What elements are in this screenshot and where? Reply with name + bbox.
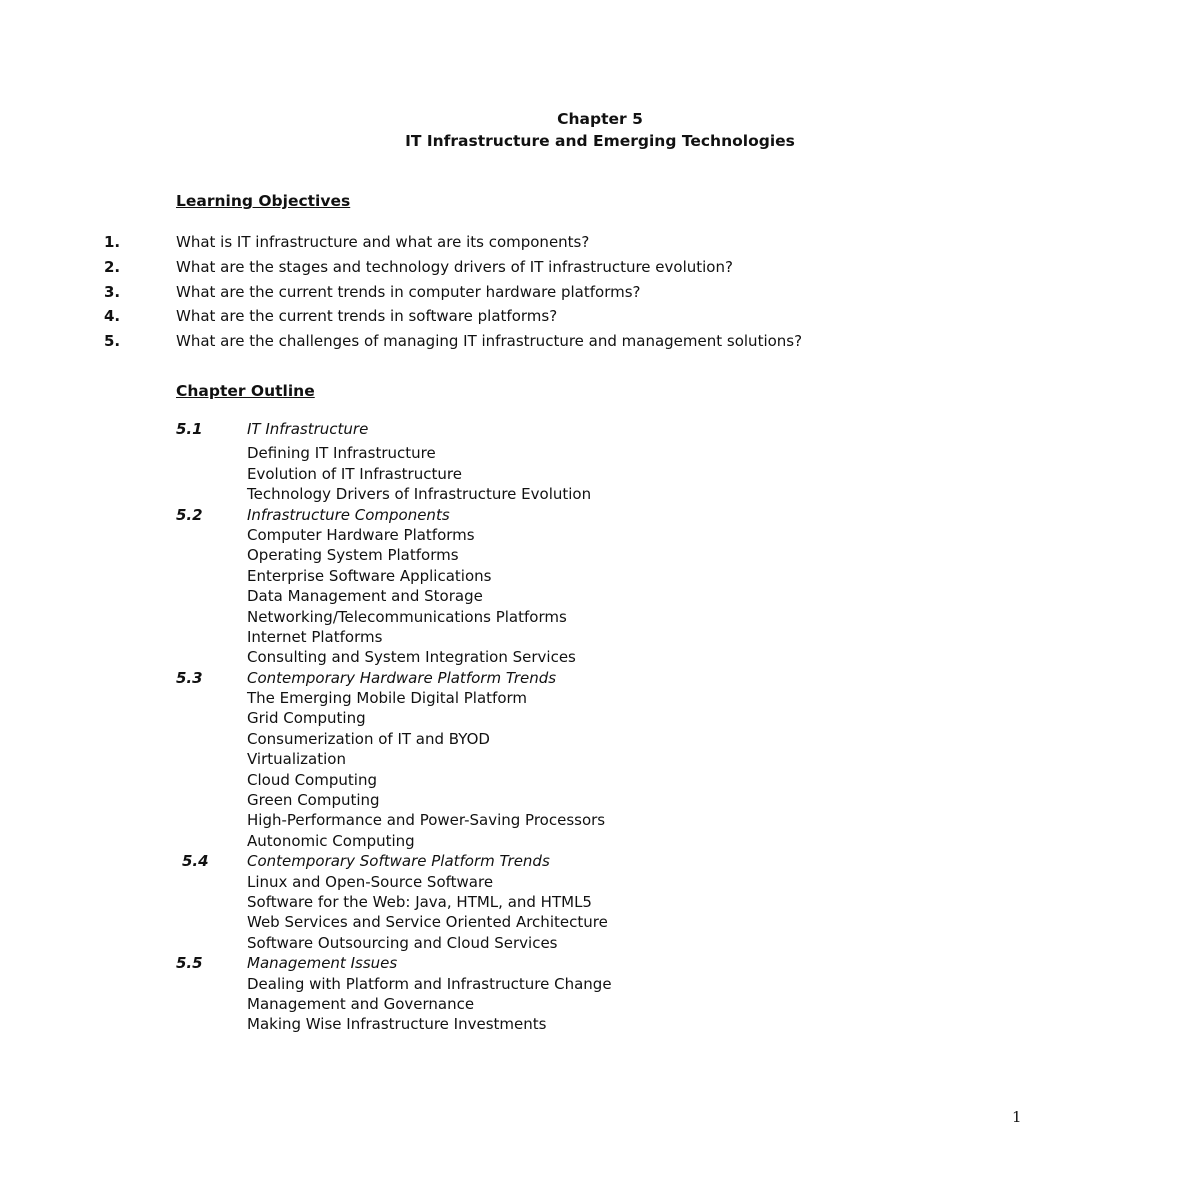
objective-text: What is IT infrastructure and what are its components? (176, 233, 590, 251)
subitem-title: Virtualization (247, 750, 346, 769)
learning-objectives-heading: Learning Objectives (176, 192, 351, 210)
subitem-title: Cloud Computing (247, 770, 377, 789)
chapter-number: Chapter 5 (557, 110, 643, 128)
subitem-title: Technology Drivers of Infrastructure Evolution (247, 485, 592, 504)
subitem-title: Enterprise Software Applications (247, 566, 492, 585)
section-number: 5.2 (176, 505, 203, 524)
objective-text: What are the current trends in software platforms? (176, 307, 558, 326)
subitem-title: The Emerging Mobile Digital Platform (247, 689, 528, 708)
section-title: Contemporary Hardware Platform Trends (247, 668, 557, 687)
subitem-title: Green Computing (247, 791, 380, 810)
subitem-title: Grid Computing (247, 709, 366, 728)
section-number: 5.4 (182, 852, 209, 871)
subitem-title: Networking/Telecommunications Platforms (247, 607, 567, 626)
subitem-title: Defining IT Infrastructure (247, 444, 436, 463)
subitem-title: Consumerization of IT and BYOD (247, 729, 490, 748)
objective-text: What are the challenges of managing IT infrastructure and management solutions? (176, 332, 803, 350)
section-title: Management Issues (247, 954, 398, 973)
subitem-title: Software for the Web: Java, HTML, and HTML5 (247, 892, 592, 911)
section-title: Contemporary Software Platform Trends (247, 852, 550, 871)
objective-number: 4. (104, 307, 121, 326)
chapter-outline-heading: Chapter Outline (176, 382, 315, 400)
subitem-title: Management and Governance (247, 994, 475, 1013)
subitem-title: Software Outsourcing and Cloud Services (247, 933, 558, 952)
section-number: 5.3 (176, 668, 203, 687)
page-number: 1 (1012, 1108, 1022, 1126)
subitem-title: Data Management and Storage (247, 587, 483, 606)
objective-number: 5. (104, 332, 121, 350)
section-number: 5.1 (176, 420, 203, 438)
subitem-title: Internet Platforms (247, 627, 383, 646)
objective-text: What are the current trends in computer hardware platforms? (176, 282, 641, 301)
objective-number: 3. (104, 282, 121, 301)
subitem-title: Operating System Platforms (247, 546, 459, 565)
section-title: IT Infrastructure (247, 420, 369, 438)
subitem-title: Web Services and Service Oriented Architecture (247, 913, 608, 932)
objective-text: What are the stages and technology drivers of IT infrastructure evolution? (176, 257, 733, 276)
subitem-title: High-Performance and Power-Saving Processors (247, 811, 606, 830)
objective-number: 2. (104, 257, 121, 276)
section-title: Infrastructure Components (247, 505, 450, 524)
subitem-title: Making Wise Infrastructure Investments (247, 1015, 547, 1034)
chapter-title-block (0, 108, 1200, 152)
subitem-title: Computer Hardware Platforms (247, 525, 475, 544)
section-number: 5.5 (176, 954, 203, 973)
subitem-title: Evolution of IT Infrastructure (247, 464, 462, 483)
subitem-title: Autonomic Computing (247, 831, 415, 850)
subitem-title: Linux and Open-Source Software (247, 872, 494, 891)
objective-number: 1. (104, 233, 121, 251)
chapter-name: IT Infrastructure and Emerging Technologies (405, 132, 795, 150)
subitem-title: Dealing with Platform and Infrastructure Change (247, 974, 612, 993)
subitem-title: Consulting and System Integration Services (247, 648, 576, 667)
